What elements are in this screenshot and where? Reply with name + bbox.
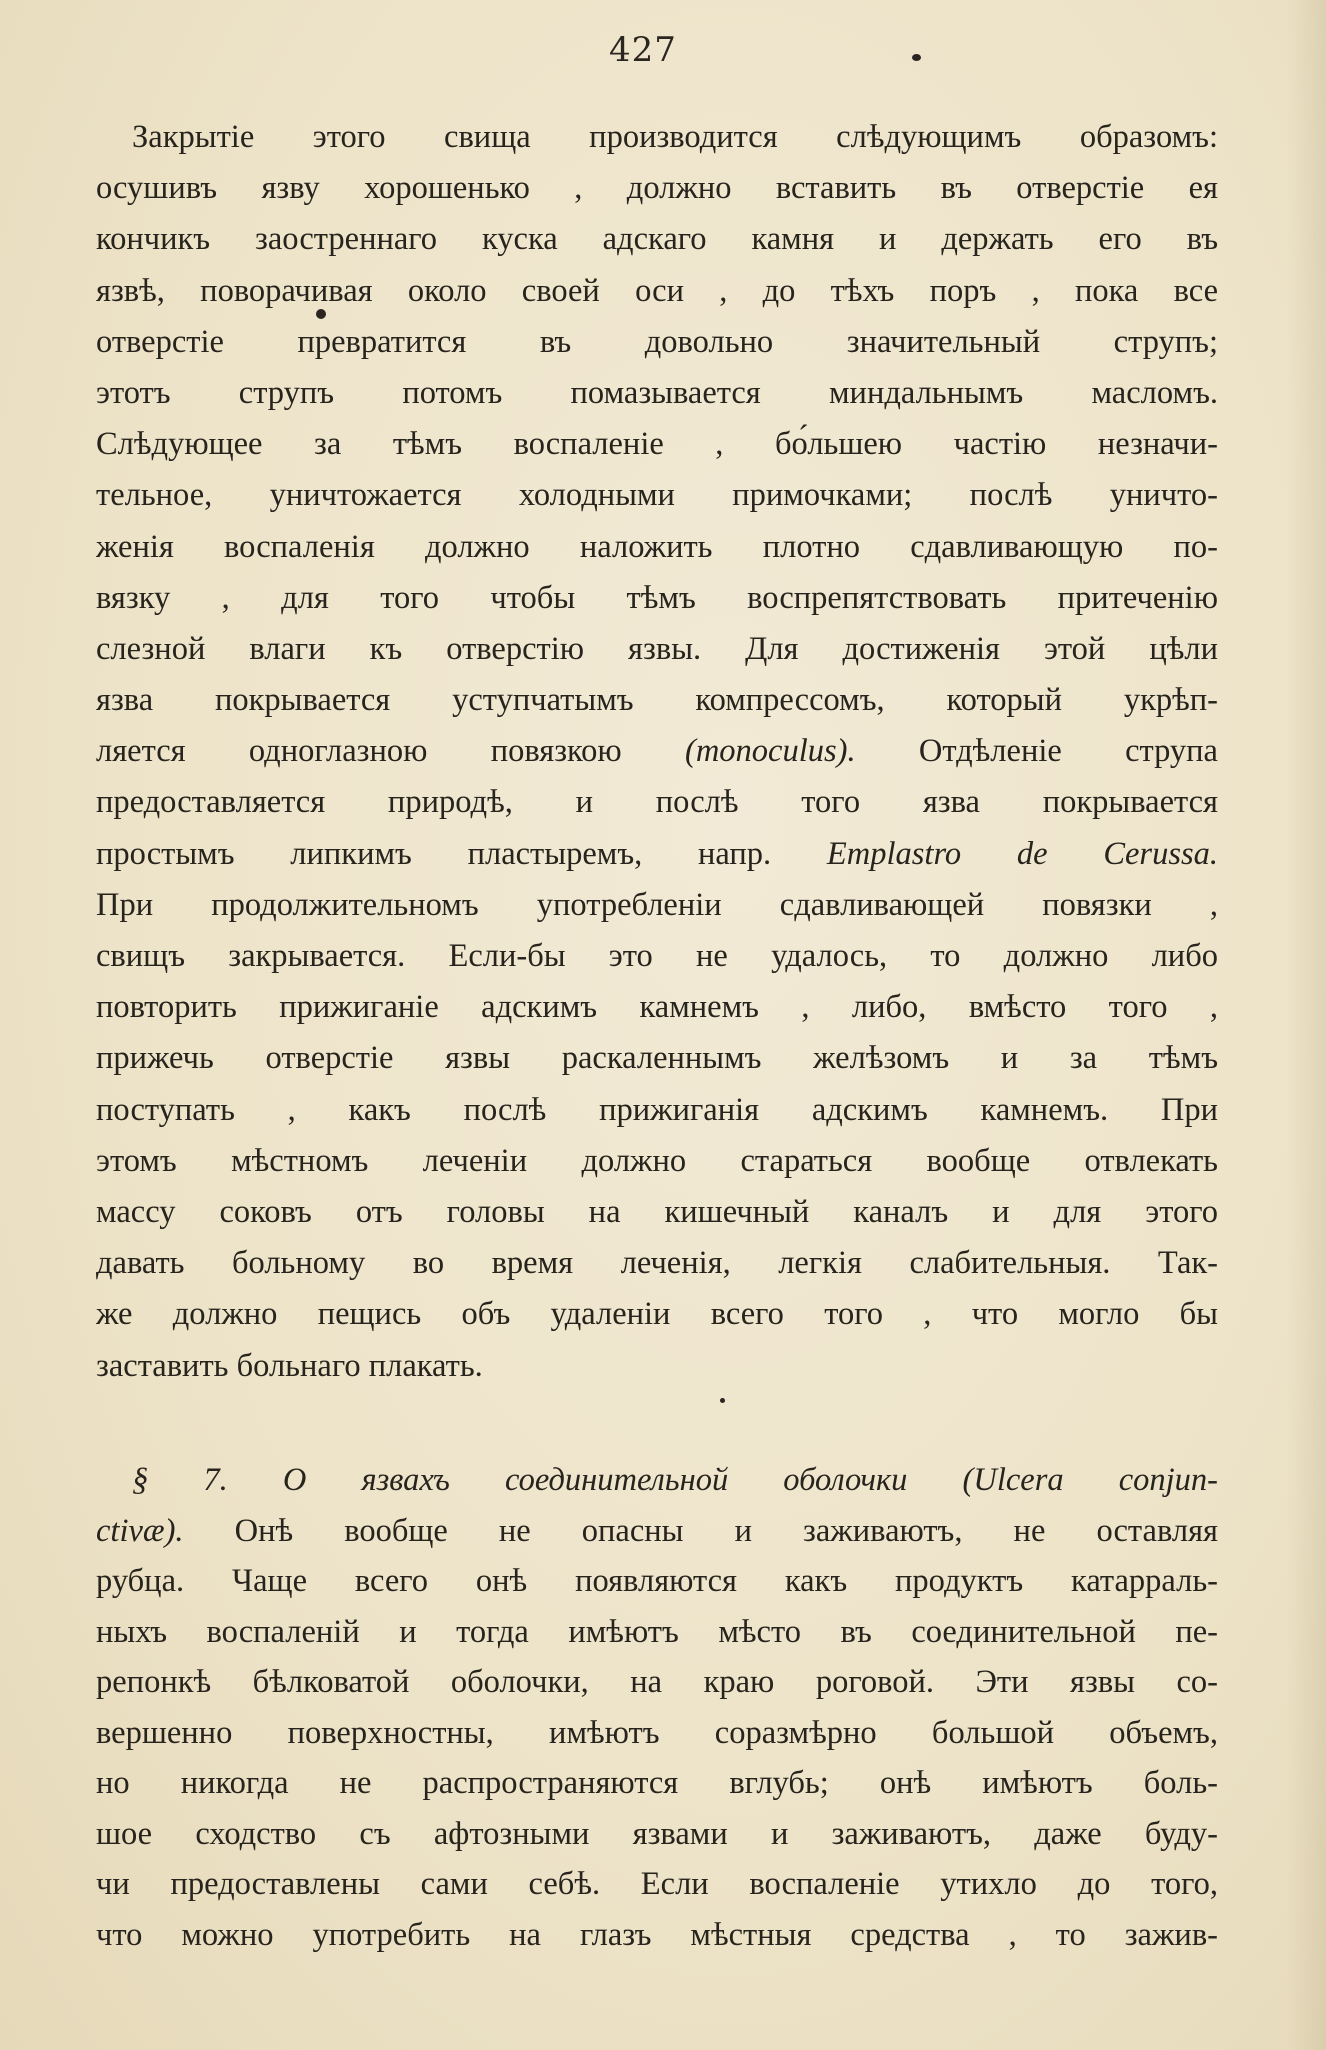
text-line: свищъ закрывается. Если-бы это не удалось, то должно либо xyxy=(96,938,1218,974)
text-line: осушивъ язву хорошенько , должно вставить въ отверстіе ея xyxy=(96,170,1218,207)
text-line-mixed xyxy=(96,1506,1218,1557)
latin-term-ulcera: (Ulcera conjun- xyxy=(962,1462,1218,1498)
text-segment: Отдѣленіе струпа xyxy=(918,733,1218,770)
text-line: При продолжительномъ употребленіи сдавливающей повязки , xyxy=(96,886,1218,923)
text-line: чи предоставлены сами себѣ. Если воспаленіе утихло до того, xyxy=(96,1866,1218,1902)
text-line: Слѣдующее за тѣмъ воспаленіе , бо́льшею частію незначи- xyxy=(96,426,1218,463)
text-line: поступать , какъ послѣ прижиганія адскимъ камнемъ. При xyxy=(96,1091,1218,1128)
text-line-mixed xyxy=(96,726,1218,777)
section-7-ulcers-conjunctiva xyxy=(96,1455,1218,1960)
text-line: женія воспаленія должно наложить плотно сдавливающую по- xyxy=(96,528,1218,565)
latin-term-emplastro: Emplastro de Cerussa. xyxy=(826,835,1218,872)
text-line: заставить больнаго плакать. xyxy=(96,1347,483,1384)
text-line: кончикъ заостреннаго куска адскаго камня и держать его въ xyxy=(96,221,1218,258)
text-line: язвѣ, поворачивая около своей оси , до тѣхъ поръ , пока все xyxy=(96,272,1218,309)
section-mark: § 7. xyxy=(132,1462,228,1498)
text-line: слезной влаги къ отверстію язвы. Для достиженія этой цѣли xyxy=(96,630,1218,667)
latin-term-monoculus: (monoculus). xyxy=(685,733,856,770)
text-line: рубца. Чаще всего онѣ появляются какъ продуктъ катарраль- xyxy=(96,1563,1218,1599)
text-line: тельное, уничтожается холодными примочками; послѣ уничто- xyxy=(96,477,1218,514)
text-line: прижечь отверстіе язвы раскаленнымъ желѣзомъ и за тѣмъ xyxy=(96,1040,1218,1077)
text-line: повторить прижиганіе адскимъ камнемъ , либо, вмѣсто того , xyxy=(96,989,1218,1026)
text-line: давать больному во время леченія, легкія слабительныя. Так- xyxy=(96,1245,1218,1282)
text-line: этотъ струпъ потомъ помазывается миндальнымъ масломъ. xyxy=(96,374,1218,411)
text-segment: простымъ липкимъ пластыремъ, напр. xyxy=(96,835,772,872)
text-line: ныхъ воспаленій и тогда имѣютъ мѣсто въ соединительной пе- xyxy=(96,1613,1218,1650)
text-line: что можно употребить на глазъ мѣстныя средства , то зажив- xyxy=(96,1916,1218,1953)
latin-term-conjunctivae: ctivæ). xyxy=(96,1512,184,1549)
text-line: но никогда не распространяются вглубь; онѣ имѣютъ боль- xyxy=(96,1765,1218,1801)
text-line: же должно пещись объ удаленіи всего того , что могло бы xyxy=(96,1296,1218,1333)
text-segment: Онѣ вообще не опасны и заживаютъ, не оставляя xyxy=(234,1512,1218,1549)
ink-speck xyxy=(720,1398,725,1403)
text-line-mixed xyxy=(96,829,1218,880)
text-line: вершенно поверхностны, имѣютъ соразмѣрно большой объемъ, xyxy=(96,1714,1218,1751)
text-line: репонкѣ бѣлковатой оболочки, на краю роговой. Эти язвы со- xyxy=(96,1664,1218,1700)
section-heading: О язвахъ соединительной оболочки xyxy=(282,1462,908,1498)
section-heading-line xyxy=(96,1455,1218,1506)
text-line: язва покрывается уступчатымъ компрессомъ, который укрѣп- xyxy=(96,682,1218,719)
ink-speck xyxy=(912,54,921,61)
text-line: вязку , для того чтобы тѣмъ воспрепятствовать притеченію xyxy=(96,579,1218,616)
paragraph-closing-fistula xyxy=(96,112,1218,1392)
text-line: шое сходство съ афтозными язвами и заживаютъ, даже буду- xyxy=(96,1815,1218,1852)
text-line: отверстіе превратится въ довольно значительный струпъ; xyxy=(96,323,1218,360)
text-line: массу соковъ отъ головы на кишечный каналъ и для этого xyxy=(96,1193,1218,1230)
page-number: 427 xyxy=(609,30,677,70)
text-line: Закрытіе этого свища производится слѣдующимъ образомъ: xyxy=(132,119,1218,155)
text-line: предоставляется природѣ, и послѣ того язва покрывается xyxy=(96,784,1218,821)
text-segment: ляется одноглазною повязкою xyxy=(96,733,622,770)
text-line: этомъ мѣстномъ леченіи должно стараться вообще отвлекать xyxy=(96,1142,1218,1179)
